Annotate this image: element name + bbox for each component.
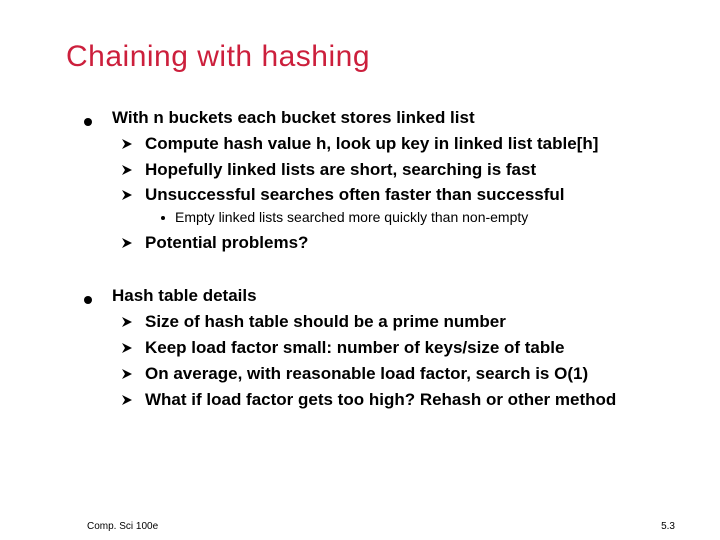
arrowhead-bullet-icon <box>121 394 133 406</box>
list-item: On average, with reasonable load factor, search is O(1) <box>145 364 589 383</box>
circle-bullet-icon <box>84 295 94 305</box>
section-heading: With n buckets each bucket stores linked list <box>112 108 475 127</box>
arrowhead-bullet-icon <box>121 189 133 201</box>
list-item: Keep load factor small: number of keys/size of table <box>145 338 565 357</box>
list-item: What if load factor gets too high? Rehash or other method <box>145 390 617 409</box>
arrowhead-bullet-icon <box>121 138 133 150</box>
footer-course: Comp. Sci 100e <box>87 521 159 532</box>
circle-bullet-icon <box>84 117 94 127</box>
footer-page-number: 5.3 <box>661 521 675 532</box>
arrowhead-bullet-icon <box>121 237 133 249</box>
sub-list-item: Empty linked lists searched more quickly than non-empty <box>175 209 529 225</box>
list-item: Compute hash value h, look up key in linked list table[h] <box>145 134 599 153</box>
list-item: Size of hash table should be a prime number <box>145 312 506 331</box>
arrowhead-bullet-icon <box>121 368 133 380</box>
list-item: Hopefully linked lists are short, searching is fast <box>145 160 537 179</box>
arrowhead-bullet-icon <box>121 342 133 354</box>
list-item: Unsuccessful searches often faster than successful <box>145 185 565 204</box>
list-item: Potential problems? <box>145 233 309 252</box>
slide-title: Chaining with hashing <box>66 40 371 73</box>
section-heading: Hash table details <box>112 286 257 305</box>
arrowhead-bullet-icon <box>121 316 133 328</box>
dot-bullet-icon <box>161 216 165 220</box>
arrowhead-bullet-icon <box>121 164 133 176</box>
